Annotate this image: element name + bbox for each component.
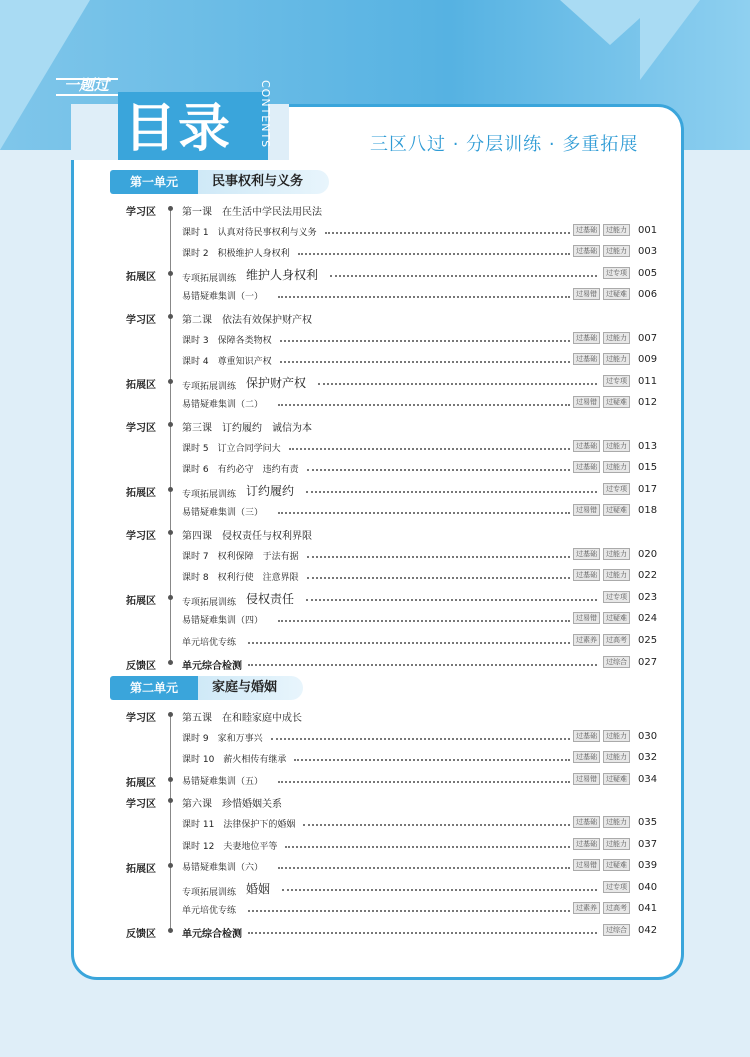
- page-number: 005: [638, 267, 658, 279]
- entry-text: 课时 2 积极维护人身权利: [182, 249, 290, 260]
- entry-label: [182, 570, 299, 583]
- unit-title: 民事权利与义务: [198, 170, 329, 194]
- level-badge: 过能力: [603, 245, 630, 257]
- zone-label: 反馈区: [126, 660, 156, 672]
- page-number: 037: [638, 838, 658, 850]
- entry-label: [182, 354, 272, 367]
- level-badge: 过专项: [603, 591, 630, 603]
- level-badge: 过专项: [603, 267, 630, 279]
- dot-leader: [306, 599, 597, 601]
- entry-text: 单元培优专练: [182, 906, 237, 917]
- entry-text: 第一课 在生活中学民法用民法: [182, 207, 322, 218]
- page-number: 030: [638, 730, 658, 742]
- entry-text: 课时 12 夫妻地位平等: [182, 841, 278, 852]
- level-badge: 过综合: [603, 656, 630, 668]
- level-badge: 过基础: [573, 569, 600, 581]
- dot-leader: [278, 404, 570, 406]
- level-badge: 过高考: [603, 902, 630, 914]
- zone-label: 学习区: [126, 713, 156, 724]
- dot-leader: [307, 556, 570, 558]
- badge-group: [570, 353, 630, 365]
- toc-row[interactable]: [0, 749, 750, 769]
- timeline-dot: [168, 928, 173, 933]
- badge-group: [600, 656, 630, 668]
- zone-label: 学习区: [126, 207, 156, 218]
- slogan: 三区八过 · 分层训练 · 多重拓展: [370, 134, 639, 155]
- entry-text: 专项拓展训练: [182, 381, 237, 392]
- entry-label: [182, 397, 263, 410]
- badge-group: [570, 224, 630, 236]
- level-badge: 过高考: [603, 634, 630, 646]
- entry-text: 专项拓展训练: [182, 887, 237, 898]
- toc-row[interactable]: [0, 222, 750, 242]
- zone-label: 拓展区: [126, 379, 156, 391]
- toc-row[interactable]: [0, 459, 750, 479]
- toc-row[interactable]: [0, 589, 750, 609]
- badge-group: [600, 591, 630, 603]
- page-number: 023: [638, 591, 658, 603]
- entry-label: [182, 613, 263, 626]
- entry-label: [182, 860, 263, 873]
- badge-group: [570, 816, 630, 828]
- toc-row[interactable]: [0, 546, 750, 566]
- level-badge: 过基础: [573, 332, 600, 344]
- entry-label: [182, 376, 306, 393]
- badge-group: [570, 859, 630, 871]
- dot-leader: [318, 383, 597, 385]
- zone-label: 学习区: [126, 423, 156, 434]
- dot-leader: [280, 340, 570, 342]
- entry-text: 课时 10 薪火相传有继承: [182, 755, 287, 766]
- entry-text: 单元培优专练: [182, 638, 237, 648]
- badge-group: [570, 634, 630, 646]
- entry-topic: 侵权责任: [246, 591, 295, 606]
- level-badge: 过能力: [603, 440, 630, 452]
- level-badge: 过能力: [603, 548, 630, 560]
- page-number: 035: [638, 817, 658, 828]
- entry-text: 易错疑难集训（一）: [182, 292, 264, 303]
- level-badge: 过能力: [603, 751, 630, 763]
- timeline-dot: [168, 660, 173, 665]
- page-number: 001: [638, 224, 658, 236]
- toc-row[interactable]: [0, 857, 750, 877]
- page-number: 025: [638, 635, 658, 646]
- timeline-dot: [168, 530, 173, 535]
- dot-leader: [278, 620, 570, 622]
- entry-label: [182, 311, 312, 326]
- timeline-dot: [168, 777, 173, 782]
- entry-label: [182, 549, 299, 562]
- timeline-dot: [168, 712, 173, 717]
- entry-label: [182, 774, 263, 787]
- entry-label: [182, 657, 242, 672]
- badge-group: [600, 483, 630, 495]
- toc-row[interactable]: [0, 922, 750, 942]
- level-badge: 过能力: [603, 461, 630, 473]
- dot-leader: [289, 448, 570, 450]
- dot-leader: [271, 738, 570, 740]
- entry-label: [182, 419, 312, 434]
- dot-leader: [278, 781, 570, 783]
- dot-leader: [307, 469, 570, 471]
- toc-row[interactable]: [0, 394, 750, 414]
- level-badge: 过疑难: [603, 859, 630, 871]
- toc-row[interactable]: [0, 900, 750, 920]
- zone-label: 反馈区: [126, 929, 156, 940]
- entry-text: 单元综合检测: [182, 660, 242, 672]
- unit-tab: 第二单元: [110, 676, 198, 700]
- page-number: 012: [638, 397, 658, 409]
- timeline-dot: [168, 271, 173, 276]
- entry-text: 易错疑难集训（六）: [182, 863, 264, 874]
- entry-text: 课时 4 尊重知识产权: [182, 357, 272, 368]
- level-badge: 过易错: [573, 773, 600, 785]
- badge-group: [570, 396, 630, 408]
- page-number: 013: [638, 440, 658, 452]
- level-badge: 过疑难: [603, 288, 630, 300]
- entry-text: 课时 5 订立合同学问大: [182, 443, 281, 454]
- level-badge: 过能力: [603, 224, 630, 236]
- zone-label: 拓展区: [126, 487, 156, 499]
- dot-leader: [306, 491, 597, 493]
- entry-text: 第六课 珍惜婚姻关系: [182, 799, 282, 811]
- entry-label: [182, 441, 281, 454]
- level-badge: 过能力: [603, 332, 630, 344]
- page-number: 034: [638, 773, 658, 785]
- toc-row[interactable]: [0, 416, 750, 436]
- level-badge: 过基础: [573, 548, 600, 560]
- toc-row[interactable]: [0, 567, 750, 587]
- entry-label: [182, 709, 302, 724]
- page-number: 020: [638, 548, 658, 560]
- timeline-dot: [168, 798, 173, 803]
- level-badge: 过疑难: [603, 504, 630, 516]
- zone-label: 拓展区: [126, 864, 156, 876]
- toc-row[interactable]: [0, 286, 750, 306]
- dot-leader: [330, 275, 597, 277]
- dot-leader: [285, 846, 570, 848]
- level-badge: 过专项: [603, 881, 630, 893]
- entry-text: 第五课 在和睦家庭中成长: [182, 713, 302, 724]
- badge-group: [570, 902, 630, 914]
- timeline-dot: [168, 595, 173, 600]
- entry-text: 课时 8 权利行使 注意界限: [182, 573, 299, 584]
- entry-label: [182, 817, 295, 830]
- page-number: 042: [638, 925, 658, 936]
- badge-group: [570, 838, 630, 850]
- entry-label: [182, 246, 290, 259]
- page-title: 目录: [124, 99, 233, 159]
- entry-label: [182, 225, 317, 238]
- level-badge: 过素养: [573, 634, 600, 646]
- page-number: 018: [638, 505, 658, 517]
- badge-group: [570, 504, 630, 516]
- timeline-dot: [168, 379, 173, 384]
- badge-group: [570, 751, 630, 763]
- entry-label: [182, 925, 242, 940]
- zone-label: 学习区: [126, 531, 156, 542]
- entry-label: [182, 795, 282, 810]
- level-badge: 过基础: [573, 461, 600, 473]
- level-badge: 过素养: [573, 902, 600, 914]
- entry-topic: 订约履约: [246, 483, 295, 498]
- timeline-dot: [168, 863, 173, 868]
- entry-label: [182, 882, 270, 899]
- toc-row[interactable]: [0, 879, 750, 899]
- toc-row[interactable]: [0, 373, 750, 393]
- level-badge: 过基础: [573, 838, 600, 850]
- toc-row[interactable]: [0, 728, 750, 748]
- badge-group: [600, 881, 630, 893]
- dot-leader: [282, 889, 597, 891]
- zone-label: 拓展区: [126, 271, 156, 283]
- dot-leader: [325, 232, 570, 234]
- badge-group: [570, 730, 630, 742]
- dot-leader: [248, 664, 597, 666]
- level-badge: 过易错: [573, 396, 600, 408]
- level-badge: 过疑难: [603, 396, 630, 408]
- entry-label: [182, 903, 236, 916]
- toc-row[interactable]: [0, 524, 750, 544]
- entry-text: 专项拓展训练: [182, 273, 237, 284]
- zone-label: 学习区: [126, 315, 156, 326]
- contents-label: CONTENTS: [259, 80, 272, 149]
- level-badge: 过基础: [573, 353, 600, 365]
- toc-row[interactable]: [0, 771, 750, 791]
- dot-leader: [298, 253, 570, 255]
- level-badge: 过易错: [573, 504, 600, 516]
- page-number: 027: [638, 656, 658, 668]
- dot-leader: [248, 932, 597, 934]
- dot-leader: [278, 296, 570, 298]
- entry-text: 课时 9 家和万事兴: [182, 733, 263, 744]
- header-decoration: [640, 0, 700, 80]
- page-number: 009: [638, 354, 658, 366]
- toc-row[interactable]: [0, 632, 750, 652]
- page-number: 032: [638, 752, 658, 764]
- badge-group: [570, 332, 630, 344]
- page-number: 039: [638, 860, 658, 872]
- level-badge: 过基础: [573, 245, 600, 257]
- toc-row[interactable]: [0, 792, 750, 812]
- page-number: 003: [638, 246, 658, 258]
- toc-row[interactable]: [0, 836, 750, 856]
- level-badge: 过能力: [603, 730, 630, 742]
- badge-group: [570, 548, 630, 560]
- level-badge: 过能力: [603, 816, 630, 828]
- level-badge: 过能力: [603, 569, 630, 581]
- entry-text: 易错疑难集训（五）: [182, 776, 264, 787]
- badge-group: [570, 461, 630, 473]
- level-badge: 过基础: [573, 751, 600, 763]
- badge-group: [570, 612, 630, 624]
- entry-text: 第四课 侵权责任与权利界限: [182, 531, 312, 542]
- entry-label: [182, 484, 294, 501]
- timeline-dot: [168, 314, 173, 319]
- toc-row[interactable]: [0, 308, 750, 328]
- level-badge: 过综合: [603, 924, 630, 936]
- badge-group: [570, 288, 630, 300]
- entry-label: [182, 462, 299, 475]
- entry-label: [182, 289, 263, 302]
- entry-label: [182, 333, 272, 346]
- level-badge: 过能力: [603, 838, 630, 850]
- page-number: 011: [638, 375, 658, 387]
- toc-row[interactable]: [0, 481, 750, 501]
- page-number: 040: [638, 881, 658, 893]
- dot-leader: [303, 824, 570, 826]
- toc-row[interactable]: [0, 330, 750, 350]
- entry-text: 课时 11 法律保护下的婚姻: [182, 820, 296, 830]
- toc-row[interactable]: [0, 706, 750, 726]
- brand-logo-text: 一题过: [64, 76, 110, 94]
- dot-leader: [294, 759, 570, 761]
- toc-row[interactable]: [0, 814, 750, 834]
- entry-text: 第二课 依法有效保护财产权: [182, 315, 312, 326]
- entry-text: 专项拓展训练: [182, 597, 237, 608]
- page-number: 041: [638, 903, 658, 915]
- timeline-dot: [168, 422, 173, 427]
- level-badge: 过易错: [573, 612, 600, 624]
- entry-label: [182, 592, 294, 609]
- entry-label: [182, 839, 277, 852]
- level-badge: 过疑难: [603, 612, 630, 624]
- page-number: 017: [638, 483, 658, 495]
- page-number: 006: [638, 289, 658, 301]
- dot-leader: [248, 642, 570, 644]
- entry-text: 易错疑难集训（四）: [182, 616, 264, 627]
- entry-text: 课时 3 保障各类物权: [182, 335, 272, 346]
- badge-group: [600, 924, 630, 936]
- entry-text: 第三课 订约履约 诚信为本: [182, 423, 312, 434]
- page-number: 007: [638, 332, 658, 344]
- entry-topic: 保护财产权: [246, 375, 307, 390]
- dot-leader: [278, 867, 570, 869]
- toc-row[interactable]: [0, 654, 750, 674]
- zone-label: 拓展区: [126, 595, 156, 607]
- entry-text: 课时 1 认真对待民事权利与义务: [182, 227, 317, 238]
- level-badge: 过疑难: [603, 773, 630, 785]
- entry-text: 专项拓展训练: [182, 489, 237, 500]
- entry-label: [182, 203, 322, 218]
- level-badge: 过基础: [573, 440, 600, 452]
- entry-text: 易错疑难集训（二）: [182, 400, 264, 411]
- entry-label: [182, 635, 236, 648]
- level-badge: 过基础: [573, 730, 600, 742]
- timeline-dot: [168, 206, 173, 211]
- toc-row[interactable]: [0, 610, 750, 630]
- page-number: 015: [638, 462, 658, 474]
- level-badge: 过基础: [573, 224, 600, 236]
- entry-text: 课时 6 有约必守 违约有责: [182, 465, 299, 476]
- toc-row[interactable]: [0, 200, 750, 220]
- level-badge: 过基础: [573, 816, 600, 828]
- entry-label: [182, 731, 263, 744]
- badge-group: [600, 267, 630, 279]
- entry-topic: 婚姻: [246, 881, 271, 896]
- entry-label: [182, 752, 286, 765]
- level-badge: 过易错: [573, 288, 600, 300]
- dot-leader: [280, 361, 570, 363]
- zone-label: 拓展区: [126, 777, 156, 789]
- timeline-dot: [168, 487, 173, 492]
- level-badge: 过专项: [603, 375, 630, 387]
- toc-row[interactable]: [0, 438, 750, 458]
- badge-group: [570, 773, 630, 785]
- badge-group: [570, 245, 630, 257]
- level-badge: 过易错: [573, 859, 600, 871]
- entry-text: 课时 7 权利保障 于法有据: [182, 551, 299, 562]
- toc-row[interactable]: [0, 502, 750, 522]
- toc-row[interactable]: [0, 243, 750, 263]
- badge-group: [600, 375, 630, 387]
- level-badge: 过能力: [603, 353, 630, 365]
- page-number: 024: [638, 613, 658, 625]
- dot-leader: [248, 910, 570, 912]
- toc-row[interactable]: [0, 351, 750, 371]
- entry-label: [182, 527, 312, 542]
- dot-leader: [307, 577, 570, 579]
- entry-text: 易错疑难集训（三）: [182, 508, 264, 519]
- level-badge: 过专项: [603, 483, 630, 495]
- badge-group: [570, 569, 630, 581]
- entry-label: [182, 268, 318, 285]
- entry-text: 单元综合检测: [182, 929, 242, 940]
- unit-title: 家庭与婚姻: [198, 676, 303, 700]
- zone-label: 学习区: [126, 799, 156, 811]
- badge-group: [570, 440, 630, 452]
- toc-row[interactable]: [0, 265, 750, 285]
- unit-tab: 第一单元: [110, 170, 198, 194]
- page-number: 022: [638, 570, 658, 582]
- entry-topic: 维护人身权利: [246, 267, 319, 282]
- dot-leader: [278, 512, 570, 514]
- entry-label: [182, 505, 263, 518]
